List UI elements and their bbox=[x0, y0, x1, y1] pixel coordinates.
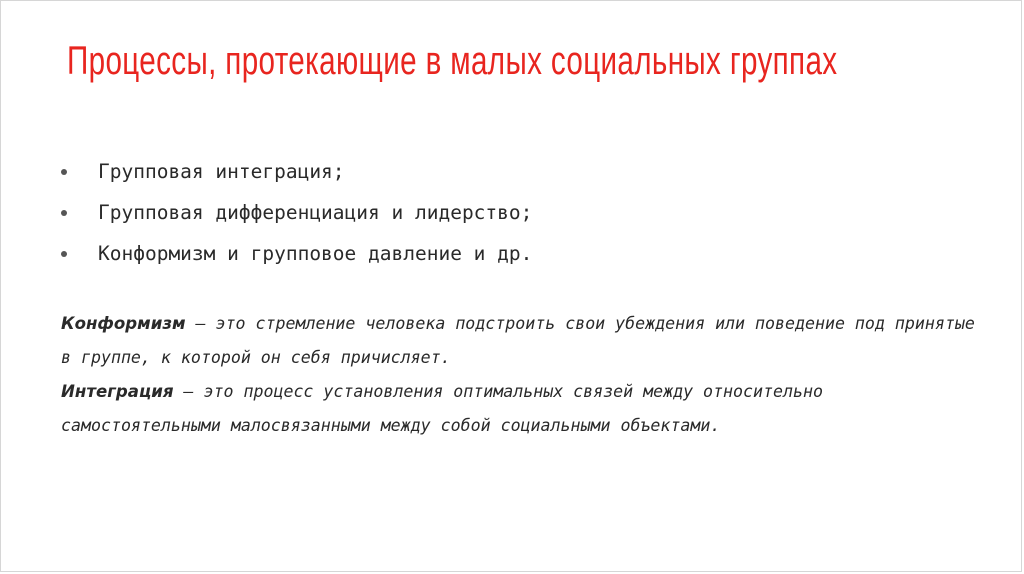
slide-title: Процессы, протекающие в малых социальных группах bbox=[67, 39, 838, 83]
bullet-item bbox=[61, 233, 532, 274]
definition-text: – это процесс установления оптимальных связей между относительно самостоятельными малосвязанными между собой социальными объектами. bbox=[61, 382, 823, 435]
definition-term: Конформизм bbox=[61, 314, 186, 333]
bullet-dot-icon bbox=[61, 210, 67, 216]
bullet-text: Групповая интеграция; bbox=[98, 160, 345, 183]
definitions-block bbox=[61, 307, 981, 443]
bullet-dot-icon bbox=[61, 251, 67, 257]
bullet-list bbox=[61, 151, 532, 274]
definition-integration bbox=[61, 375, 981, 443]
definition-text: – это стремление человека подстроить свои убеждения или поведение под принятые в группе, к которой он себя причисляет. bbox=[61, 314, 975, 367]
bullet-text: Групповая дифференциация и лидерство; bbox=[98, 201, 533, 224]
definition-term: Интеграция bbox=[61, 382, 174, 401]
definition-conformism bbox=[61, 307, 981, 375]
bullet-dot-icon bbox=[61, 169, 67, 175]
bullet-item bbox=[61, 151, 532, 192]
bullet-text: Конформизм и групповое давление и др. bbox=[98, 242, 533, 265]
bullet-item bbox=[61, 192, 532, 233]
